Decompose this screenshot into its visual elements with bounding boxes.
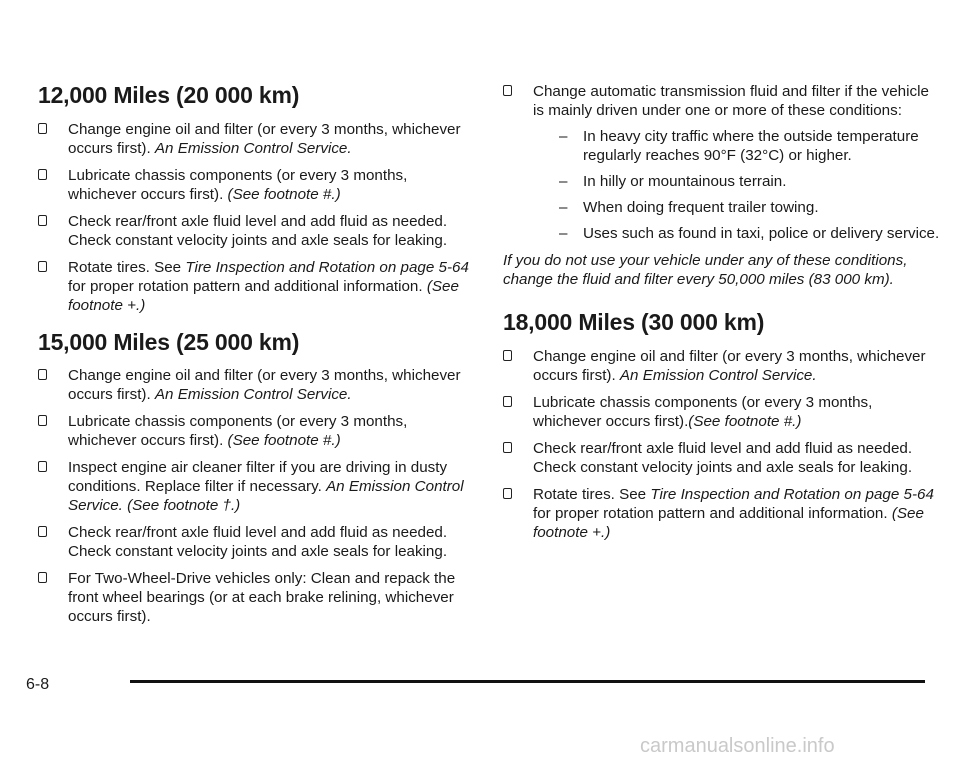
checkbox-icon <box>38 461 47 472</box>
checklist-item: Change engine oil and filter (or every 3 months, whichever occurs first). An Emission Control Service. <box>38 366 478 404</box>
checklist-item: Change engine oil and filter (or every 3 months, whichever occurs first). An Emission Control Service. <box>503 347 943 385</box>
condition-item: – When doing frequent trailer towing. <box>559 199 819 216</box>
section-heading: 18,000 Miles (30 000 km) <box>503 309 765 335</box>
checklist-item: Rotate tires. See Tire Inspection and Rotation on page 5-64 for proper rotation pattern and additional information. (See footnote +.) <box>38 258 478 315</box>
condition-item: – Uses such as found in taxi, police or delivery service. <box>559 225 940 242</box>
checklist-item-transmission: Change automatic transmission fluid and filter if the vehicle is mainly driven under one or more of these conditions: – In heavy city traffic where the outside temperature regularly reaches 90°F (32°C) or higher. – In hilly or mountainous terrain. – When doing frequent trailer towing. – Uses such as found in taxi, police or delivery service. <box>503 82 943 243</box>
checkbox-icon <box>38 123 47 134</box>
transmission-note: If you do not use your vehicle under any of these conditions, change the fluid and filter every 50,000 miles (83 000 km). <box>503 252 908 288</box>
checkbox-icon <box>503 350 512 361</box>
checkbox-icon <box>38 169 47 180</box>
cross-reference: Tire Inspection and Rotation on page 5-64 <box>185 258 469 276</box>
section-heading: 12,000 Miles (20 000 km) <box>38 82 300 108</box>
checklist-item: Inspect engine air cleaner filter if you are driving in dusty conditions. Replace filter if necessary. An Emission Control Service. (See footnote †.) <box>38 458 478 515</box>
dash-bullet: – <box>559 199 568 216</box>
cross-reference: Tire Inspection and Rotation on page 5-64 <box>650 485 934 503</box>
checkbox-icon <box>38 526 47 537</box>
conditions-list <box>533 127 943 243</box>
checklist <box>38 120 478 315</box>
checkbox-icon <box>38 415 47 426</box>
checklist-item: Rotate tires. See Tire Inspection and Rotation on page 5-64 for proper rotation pattern and additional information. (See footnote +.) <box>503 485 943 542</box>
condition-item: – In heavy city traffic where the outside temperature regularly reaches 90°F (32°C) or higher. <box>559 128 919 164</box>
checkbox-icon <box>38 261 47 272</box>
section-12000-miles <box>38 82 478 315</box>
checkbox-icon <box>38 572 47 583</box>
footer-rule <box>130 680 925 683</box>
checkbox-icon <box>38 215 47 226</box>
checklist-item: Lubricate chassis components (or every 3 months, whichever occurs first). (See footnote #.) <box>38 412 478 450</box>
checklist-item: Lubricate chassis components (or every 3 months, whichever occurs first).(See footnote #.) <box>503 393 943 431</box>
checklist-item: Change engine oil and filter (or every 3 months, whichever occurs first). An Emission Control Service. <box>38 120 478 158</box>
checkbox-icon <box>503 85 512 96</box>
section-18000-miles <box>503 309 943 542</box>
checklist-item: For Two-Wheel-Drive vehicles only: Clean and repack the front wheel bearings (or at each brake relining, whichever occurs first). <box>38 569 478 626</box>
section-heading: 15,000 Miles (25 000 km) <box>38 328 300 355</box>
checklist-item: Check rear/front axle fluid level and add fluid as needed. Check constant velocity joints and axle seals for leaking. <box>38 523 478 561</box>
right-column <box>503 82 943 556</box>
dash-bullet: – <box>559 173 568 190</box>
checklist <box>503 82 943 243</box>
checklist-item: Check rear/front axle fluid level and add fluid as needed. Check constant velocity joints and axle seals for leaking. <box>38 212 478 250</box>
checklist <box>38 366 478 626</box>
checklist-item: Lubricate chassis components (or every 3 months, whichever occurs first). (See footnote #.) <box>38 166 478 204</box>
checkbox-icon <box>503 396 512 407</box>
checklist-item: Check rear/front axle fluid level and add fluid as needed. Check constant velocity joints and axle seals for leaking. <box>503 439 943 477</box>
checkbox-icon <box>38 369 47 380</box>
watermark: carmanualsonline.info <box>640 735 835 757</box>
section-15000-miles <box>38 329 478 627</box>
checkbox-icon <box>503 442 512 453</box>
condition-item: – In hilly or mountainous terrain. <box>559 173 787 190</box>
left-column <box>38 82 478 640</box>
dash-bullet: – <box>559 225 568 242</box>
checkbox-icon <box>503 488 512 499</box>
checklist <box>503 347 943 542</box>
page-number: 6-8 <box>26 676 50 693</box>
dash-bullet: – <box>559 128 568 145</box>
